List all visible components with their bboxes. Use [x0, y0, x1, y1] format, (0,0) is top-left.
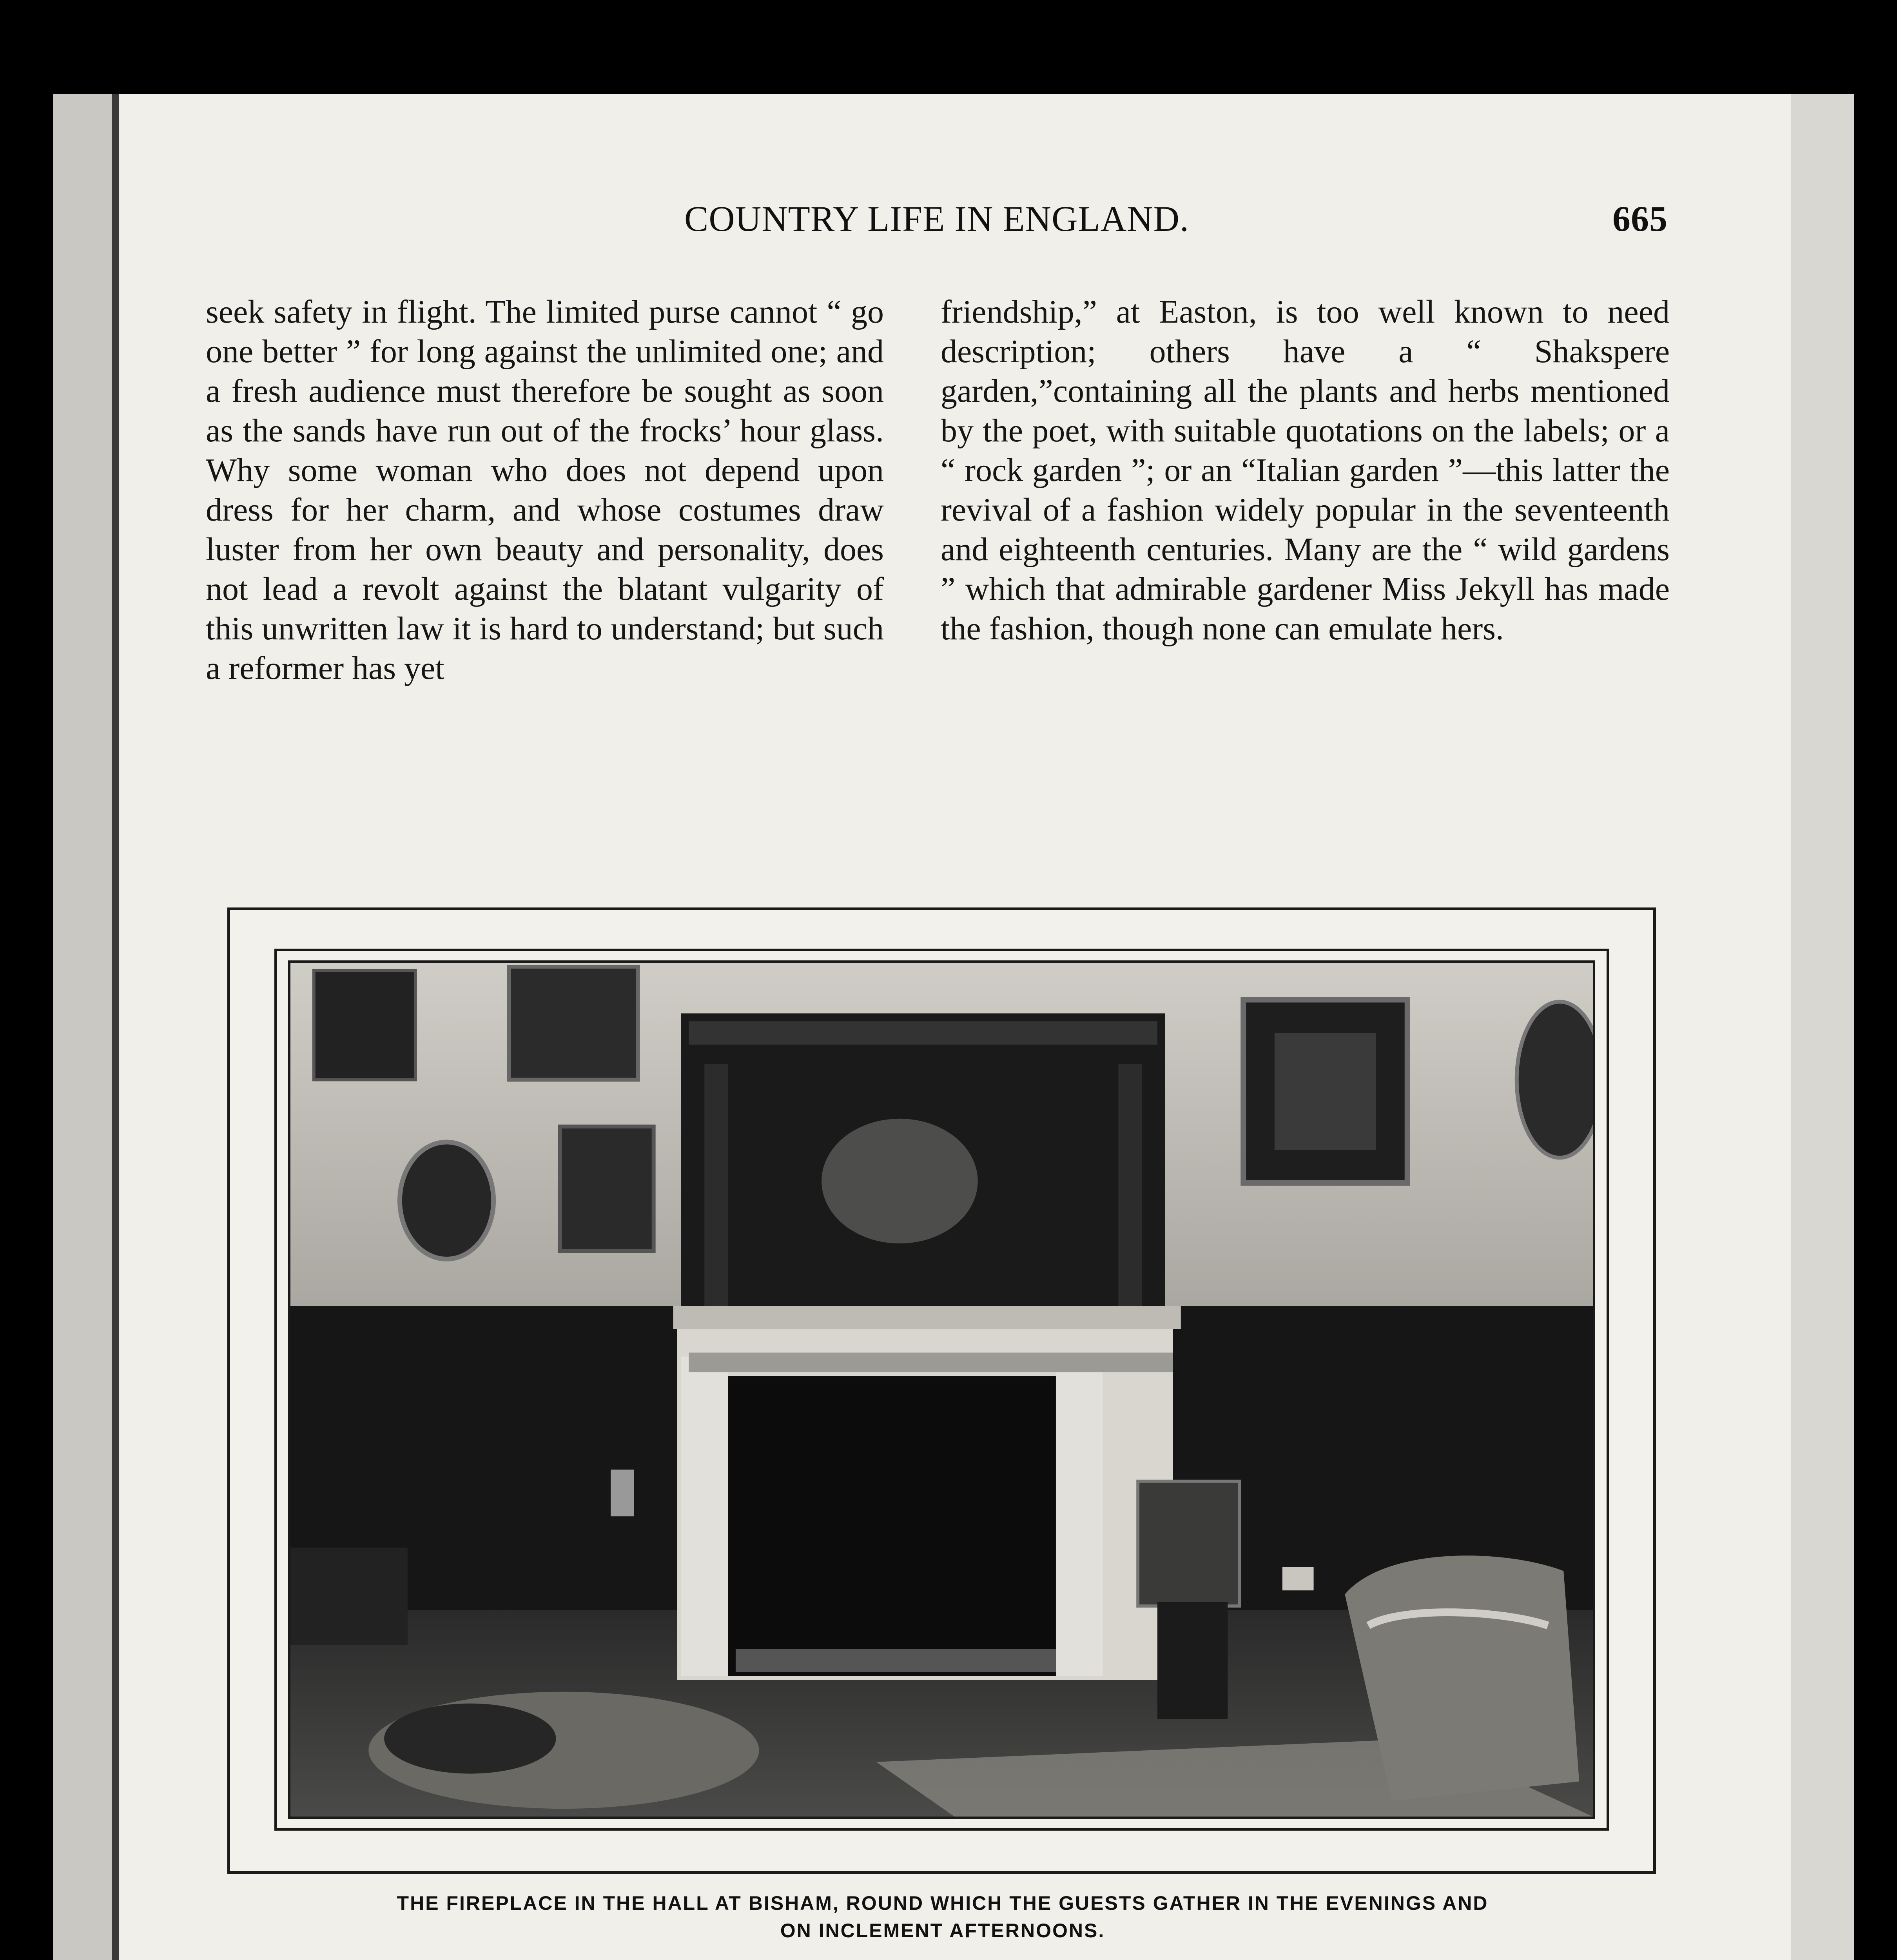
- running-header: [206, 198, 1668, 253]
- paragraph: [206, 1958, 884, 1960]
- page-edge-shadow: [1791, 94, 1854, 1960]
- caption-line-2: ON INCLEMENT AFTERNOONS.: [780, 1920, 1105, 1942]
- page-gutter: [53, 94, 112, 1960]
- caption-line-1: THE FIREPLACE IN THE HALL AT BISHAM, ROUND WHICH THE GUESTS GATHER IN THE EVENINGS AND: [397, 1892, 1489, 1914]
- column-bottom-right: [941, 1958, 1670, 1960]
- running-title: COUNTRY LIFE IN ENGLAND.: [684, 199, 1190, 239]
- column-bottom-left: [206, 1958, 884, 1960]
- column-top-right: [941, 292, 1670, 648]
- paragraph: friendship,” at Easton, is too well known to need description; others have a “ Shakspere garden,”containing all the plants and herbs mentioned by the poet, with suitable quotations on the labels; or a “ rock garden ”; or an “Italian garden ”—this latter the revival of a fashion widely popular in the seventeenth and eighteenth centuries. Many are the “ wild gardens ” which that admirable gardener Miss Jekyll has made the fashion, though none can emulate hers.: [941, 294, 1670, 647]
- column-top-left: [206, 292, 884, 688]
- paragraph: [941, 1958, 1670, 1960]
- magazine-page: [53, 94, 1854, 1960]
- page-number: 665: [1612, 199, 1668, 239]
- fireplace-photo-image: [290, 963, 1593, 1817]
- figure-caption: [218, 1889, 1668, 1944]
- binding-shadow: [112, 94, 119, 1960]
- fireplace-photograph: [288, 960, 1595, 1819]
- paragraph: seek safety in flight. The limited purse cannot “ go one better ” for long against the unlimited one; and a fresh audience must therefore be sought as soon as the sands have run out of the frocks’ hour glass. Why some woman who does not depend upon dress for her charm, and whose costumes draw luster from her own beauty and personality, does not lead a revolt against the blatant vulgarity of this unwritten law it is hard to understand; but such a reformer has yet: [206, 294, 884, 686]
